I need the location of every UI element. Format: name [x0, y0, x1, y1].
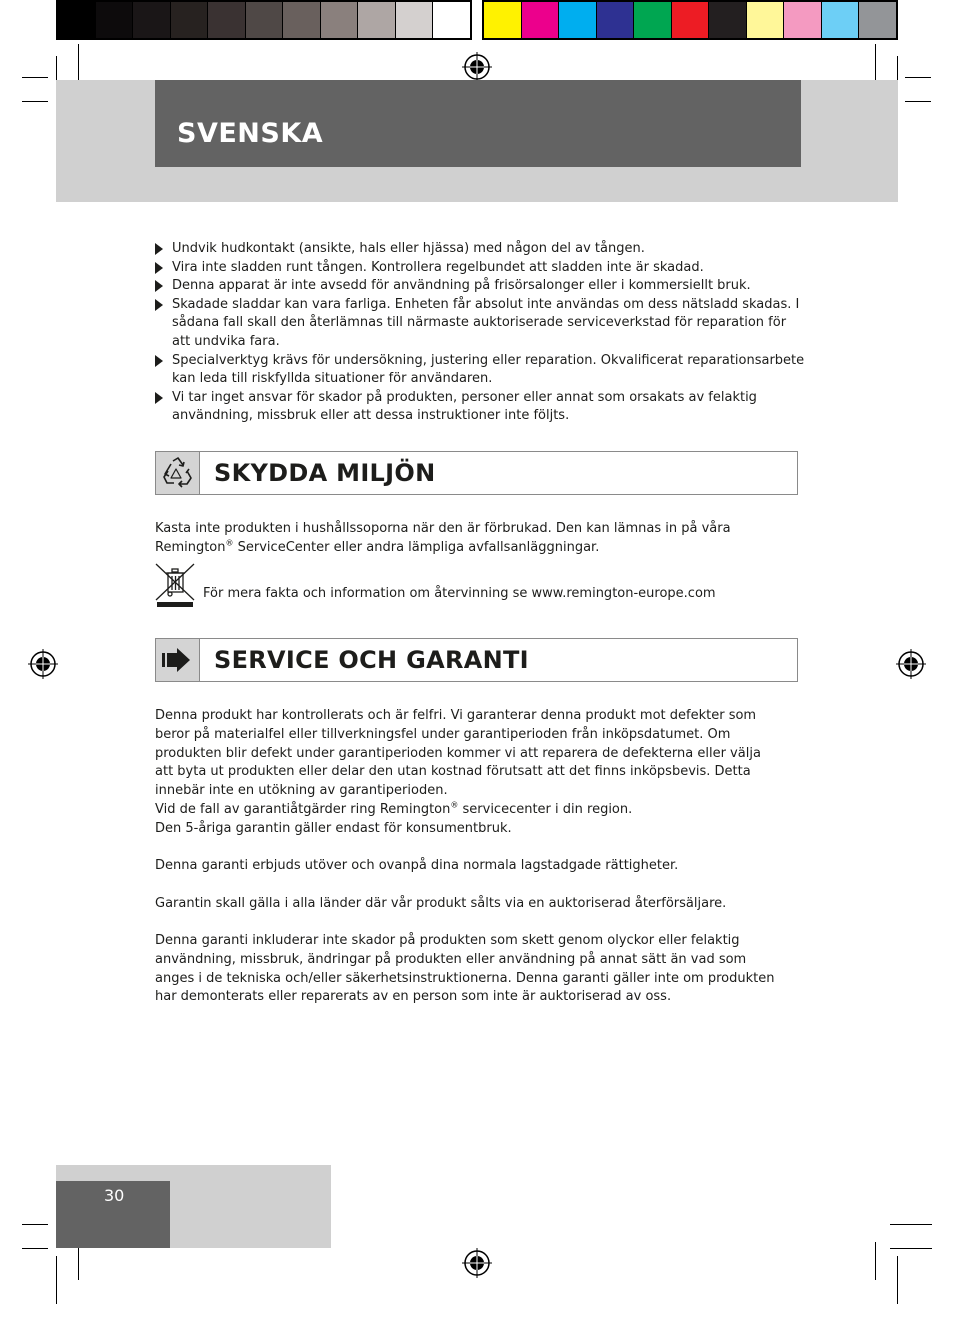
- color-swatch: [171, 2, 208, 38]
- environment-section-header: [155, 451, 798, 495]
- page-title: SVENSKA: [177, 118, 324, 149]
- warranty-paragraph-3: Garantin skall gälla i alla länder där vår produkt sålts via en auktoriserad återförsäljare.: [155, 896, 727, 911]
- color-swatch: [396, 2, 433, 38]
- warranty-paragraph-4: Denna garanti inkluderar inte skador på produkten som skett genom olyckor eller felaktig användning, missbruk, ändringar på produkten eller användning på annat sätt än vad som anges i de tekniska och/eller säkerhetsinstruktionerna. Denna garanti gäller inte om produkten har demonterats eller reparerats av en person som inte är auktoriserad av oss.: [155, 933, 775, 1005]
- color-swatch: [822, 2, 859, 38]
- color-swatch: [597, 2, 634, 38]
- warranty-paragraph-2: Denna garanti erbjuds utöver och ovanpå dina normala lagstadgade rättigheter.: [155, 858, 679, 873]
- triangle-bullet-icon: [155, 299, 163, 311]
- safety-bullet-list: [155, 240, 805, 426]
- color-swatch: [96, 2, 133, 38]
- color-swatch: [133, 2, 170, 38]
- color-swatch: [859, 2, 896, 38]
- registration-mark-icon: [28, 649, 58, 679]
- registration-mark-icon: [896, 649, 926, 679]
- triangle-bullet-icon: [155, 262, 163, 274]
- triangle-bullet-icon: [155, 392, 163, 404]
- color-swatch: [321, 2, 358, 38]
- grey-color-bar: [56, 0, 472, 40]
- color-swatch: [58, 2, 95, 38]
- triangle-bullet-icon: [155, 355, 163, 367]
- crossed-out-wheelie-bin-icon: [155, 562, 195, 608]
- color-swatch: [784, 2, 821, 38]
- color-swatch: [283, 2, 320, 38]
- warranty-paragraph-1: Denna produkt har kontrollerats och är felfri. Vi garanterar denna produkt mot defekter som beror på materialfel eller tillverkningsfel under garantiperioden från inköpsdatumet. Om produkten blir defekt under garantiperioden kommer vi att reparera de defekterna eller välja att byta ut produkten eller delar den utan kostnad förutsatt att det finns inköpsbevis. Detta innebär inte en utökning av garantiperioden. Vid de fall av garantiåtgärder ring Remington® servicecenter i din region. Den 5-åriga garantin gäller endast för konsumentbruk.: [155, 708, 761, 836]
- color-swatch: [709, 2, 746, 38]
- arrow-right-icon: [156, 639, 199, 681]
- triangle-bullet-icon: [155, 280, 163, 292]
- triangle-bullet-icon: [155, 243, 163, 255]
- color-swatch: [559, 2, 596, 38]
- page-number: 30: [104, 1186, 125, 1205]
- service-section-header: [155, 638, 798, 682]
- environment-section-title: SKYDDA MILJÖN: [214, 459, 436, 487]
- list-item: Specialverktyg krävs för undersökning, justering eller reparation. Okvalificerat reparationsarbete kan leda till riskfyllda situationer för användaren.: [155, 352, 805, 389]
- environment-text: Kasta inte produkten i hushållssoporna när den är förbrukad. Den kan lämnas in på våra Remington® ServiceCenter eller andra lämpliga avfallsanläggningar.: [155, 521, 731, 555]
- color-swatch: [522, 2, 559, 38]
- list-item: Vira inte sladden runt tången. Kontrollera regelbundet att sladden inte är skadad.: [155, 259, 805, 278]
- recycle-icon: [156, 452, 199, 494]
- list-item: Undvik hudkontakt (ansikte, hals eller hjässa) med någon del av tången.: [155, 240, 805, 259]
- color-swatch: [208, 2, 245, 38]
- list-item: Vi tar inget ansvar för skador på produkten, personer eller annat som orsakats av felaktig användning, missbruk eller att dessa instruktioner inte följts.: [155, 389, 805, 426]
- recycling-info-text: För mera fakta och information om återvinning se www.remington-europe.com: [203, 586, 716, 601]
- color-swatch: [358, 2, 395, 38]
- color-swatch: [634, 2, 671, 38]
- color-swatch: [672, 2, 709, 38]
- registration-mark-icon: [462, 52, 492, 82]
- color-swatch: [484, 2, 521, 38]
- service-section-title: SERVICE OCH GARANTI: [214, 646, 529, 674]
- list-item: Skadade sladdar kan vara farliga. Enheten får absolut inte användas om dess nätsladd skadas. I sådana fall skall den återlämnas till närmaste auktoriserade serviceverkstad för reparation för att undvika fara.: [155, 296, 805, 352]
- color-swatch: [747, 2, 784, 38]
- process-color-bar: [482, 0, 898, 40]
- list-item: Denna apparat är inte avsedd för användning på frisörsalonger eller i kommersiellt bruk.: [155, 277, 805, 296]
- color-swatch: [246, 2, 283, 38]
- color-swatch: [433, 2, 470, 38]
- registration-mark-icon: [462, 1248, 492, 1278]
